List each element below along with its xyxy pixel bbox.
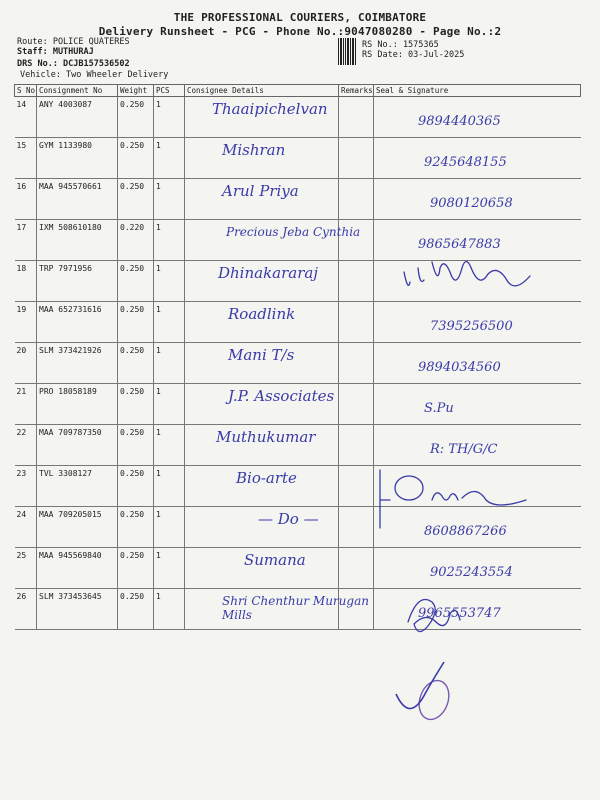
cell-sno: 25 [15, 548, 37, 589]
staff-label: Staff: MUTHURAJ [17, 47, 94, 57]
cell-remarks [339, 97, 374, 138]
consignee-handwriting: Mishran [222, 141, 286, 159]
vehicle-label: Vehicle: Two Wheeler Delivery [20, 70, 169, 80]
seal-handwriting: 9080120658 [430, 196, 513, 211]
cell-sno: 17 [15, 220, 37, 261]
seal-handwriting: 9965553747 [418, 606, 501, 621]
table-header [15, 85, 581, 97]
cell-consignment: PRO 18058189 [37, 384, 118, 425]
cell-consignment: IXM 508610180 [37, 220, 118, 261]
consignee-handwriting: Shri Chenthur Murugan Mills [222, 594, 369, 622]
consignee-handwriting: Precious Jeba Cynthia [226, 225, 361, 239]
consignee-handwriting: Thaaipichelvan [212, 100, 328, 118]
barcode-bar [352, 38, 354, 65]
seal-handwriting: R: TH/G/C [430, 442, 498, 457]
cell-weight: 0.250 [118, 384, 154, 425]
cell-remarks [339, 384, 374, 425]
barcode-bar [347, 38, 350, 65]
cell-consignment: MAA 945569840 [37, 548, 118, 589]
cell-sno: 18 [15, 261, 37, 302]
cell-pcs: 1 [154, 261, 185, 302]
cell-consignment: MAA 652731616 [37, 302, 118, 343]
cell-weight: 0.250 [118, 548, 154, 589]
consignee-handwriting: Mani T/s [228, 346, 295, 364]
cell-consignment: GYM 1133980 [37, 138, 118, 179]
consignee-handwriting: Bio-arte [236, 469, 297, 487]
col-consignee: Consignee Details [185, 85, 339, 97]
cell-remarks [339, 466, 374, 507]
col-sno: S No [15, 85, 37, 97]
consignee-handwriting: J.P. Associates [228, 387, 335, 405]
cell-weight: 0.220 [118, 220, 154, 261]
cell-pcs: 1 [154, 97, 185, 138]
cell-weight: 0.250 [118, 466, 154, 507]
cell-weight: 0.250 [118, 138, 154, 179]
cell-seal [374, 261, 581, 302]
cell-pcs: 1 [154, 179, 185, 220]
cell-sno: 16 [15, 179, 37, 220]
cell-consignment: SLM 373421926 [37, 343, 118, 384]
seal-handwriting: 8608867266 [424, 524, 507, 539]
col-weight: Weight [118, 85, 154, 97]
barcode [338, 38, 356, 65]
cell-consignment: MAA 709787350 [37, 425, 118, 466]
cell-remarks [339, 548, 374, 589]
barcode-bar [350, 38, 351, 65]
col-pcs: PCS [154, 85, 185, 97]
cell-consignment: MAA 945570661 [37, 179, 118, 220]
cell-consignment: TRP 7971956 [37, 261, 118, 302]
cell-remarks [339, 302, 374, 343]
cell-remarks [339, 507, 374, 548]
barcode-bar [340, 38, 342, 65]
cell-sno: 26 [15, 589, 37, 630]
rs-date: RS Date: 03-Jul-2025 [362, 50, 465, 60]
cell-pcs: 1 [154, 138, 185, 179]
seal-handwriting: 9025243554 [430, 565, 513, 580]
cell-consignment: TVL 3308127 [37, 466, 118, 507]
consignee-handwriting: Muthukumar [216, 428, 316, 446]
seal-handwriting: S.Pu [424, 401, 454, 416]
table-row [15, 466, 581, 507]
seal-handwriting: 9894034560 [418, 360, 501, 375]
consignee-handwriting: Arul Priya [222, 182, 299, 200]
barcode-bar [355, 38, 356, 65]
cell-pcs: 1 [154, 384, 185, 425]
consignee-handwriting: — Do — [258, 510, 319, 528]
cell-weight: 0.250 [118, 589, 154, 630]
received-stamp [396, 662, 454, 724]
runsheet-subtitle: Delivery Runsheet - PCG - Phone No.:9047080280 - Page No.:2 [98, 25, 502, 38]
seal-handwriting: 9865647883 [418, 237, 501, 252]
cell-sno: 19 [15, 302, 37, 343]
cell-remarks [339, 261, 374, 302]
cell-weight: 0.250 [118, 261, 154, 302]
seal-handwriting: 9245648155 [424, 155, 507, 170]
cell-pcs: 1 [154, 548, 185, 589]
cell-sno: 15 [15, 138, 37, 179]
company-title: THE PROFESSIONAL COURIERS, COIMBATORE [173, 11, 427, 24]
cell-remarks [339, 138, 374, 179]
cell-consignment: ANY 4003087 [37, 97, 118, 138]
cell-remarks [339, 343, 374, 384]
cell-pcs: 1 [154, 302, 185, 343]
cell-seal [374, 384, 581, 425]
barcode-bar [345, 38, 346, 65]
cell-weight: 0.250 [118, 97, 154, 138]
cell-sno: 14 [15, 97, 37, 138]
cell-pcs: 1 [154, 466, 185, 507]
cell-weight: 0.250 [118, 425, 154, 466]
cell-sno: 22 [15, 425, 37, 466]
cell-pcs: 1 [154, 589, 185, 630]
cell-pcs: 1 [154, 220, 185, 261]
consignee-handwriting: Dhinakararaj [218, 264, 318, 282]
col-consignment: Consignment No [37, 85, 118, 97]
cell-remarks [339, 179, 374, 220]
cell-weight: 0.250 [118, 302, 154, 343]
drs-label: DRS No.: DCJB157536502 [17, 59, 130, 69]
route-label: Route: POLICE QUATERES [17, 37, 130, 47]
consignee-handwriting: Roadlink [228, 305, 296, 323]
cell-remarks [339, 425, 374, 466]
rs-number: RS No.: 1575365 [362, 40, 439, 50]
seal-handwriting: 7395256500 [430, 319, 513, 334]
cell-sno: 20 [15, 343, 37, 384]
cell-weight: 0.250 [118, 507, 154, 548]
cell-weight: 0.250 [118, 179, 154, 220]
seal-handwriting: 9894440365 [418, 114, 501, 129]
col-seal: Seal & Signature [374, 85, 581, 97]
cell-sno: 21 [15, 384, 37, 425]
barcode-bar [343, 38, 344, 65]
cell-consignment: SLM 373453645 [37, 589, 118, 630]
cell-sno: 24 [15, 507, 37, 548]
cell-pcs: 1 [154, 425, 185, 466]
cell-weight: 0.250 [118, 343, 154, 384]
cell-pcs: 1 [154, 507, 185, 548]
cell-seal [374, 466, 581, 507]
barcode-bar [338, 38, 339, 65]
col-remarks: Remarks [339, 85, 374, 97]
consignee-handwriting: Sumana [244, 551, 306, 569]
cell-pcs: 1 [154, 343, 185, 384]
cell-consignment: MAA 709205015 [37, 507, 118, 548]
cell-sno: 23 [15, 466, 37, 507]
